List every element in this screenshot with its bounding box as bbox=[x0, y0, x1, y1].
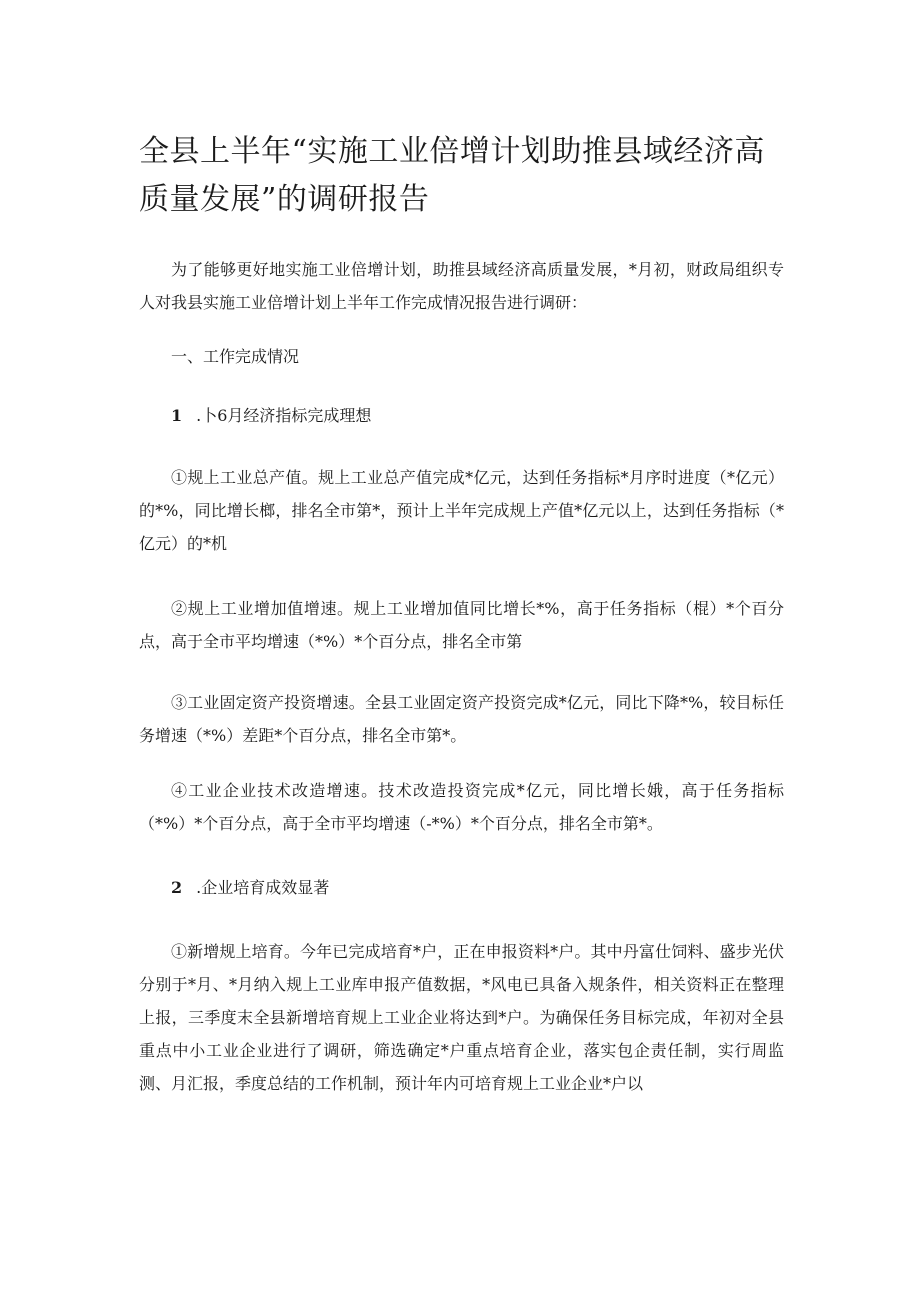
paragraph-fixed-investment: ③工业固定资产投资增速。全县工业固定资产投资完成*亿元，同比下降*%，较目标任务增速（*%）差距*个百分点，排名全市第*。 bbox=[139, 693, 784, 745]
section-heading-1: 一、工作完成情况 bbox=[171, 347, 300, 366]
paragraph-value-added: ②规上工业增加值增速。规上工业增加值同比增长*%，高于任务指标（棍）*个百分点，高于全市平均增速（*%）*个百分点，排名全市第 bbox=[139, 599, 784, 651]
subheading-2 bbox=[139, 871, 784, 904]
paragraph-gross-output: ①规上工业总产值。规上工业总产值完成*亿元，达到任务指标*月序时进度（*亿元）的*%，同比增长榔，排名全市第*，预计上半年完成规上产值*亿元以上，达到任务指标（*亿元）的*机 bbox=[139, 468, 784, 553]
paragraph-tech-upgrade: ④工业企业技术改造增速。技术改造投资完成*亿元，同比增长娥，高于任务指标（*%）*个百分点，高于全市平均增速（-*%）*个百分点，排名全市第*。 bbox=[139, 781, 784, 833]
subheading-1 bbox=[139, 399, 784, 432]
subheading-1-text: .卜6月经济指标完成理想 bbox=[196, 406, 372, 425]
subheading-2-number: 2 bbox=[171, 878, 183, 897]
subheading-2-text: .企业培育成效显著 bbox=[196, 878, 330, 897]
paragraph-enterprise-cultivation: ①新增规上培育。今年已完成培育*户，正在申报资料*户。其中丹富仕饲料、盛步光伏分别于*月、*月纳入规上工业库申报产值数据，*风电已具备入规条件，相关资料正在整理上报，三季度末全县新增培育规上工业企业将达到*户。为确保任务目标完成，年初对全县重点中小工业企业进行了调研，筛选确定*户重点培育企业，落实包企责任制，实行周监测、月汇报，季度总结的工作机制，预计年内可培育规上工业企业*户以 bbox=[139, 942, 784, 1093]
subheading-1-number: 1 bbox=[171, 406, 183, 425]
intro-paragraph: 为了能够更好地实施工业倍增计划，助推县域经济高质量发展，*月初，财政局组织专人对我县实施工业倍增计划上半年工作完成情况报告进行调研： bbox=[139, 260, 784, 312]
report-title: 全县上半年“实施工业倍增计划助推县域经济高质量发展”的调研报告 bbox=[139, 134, 765, 217]
